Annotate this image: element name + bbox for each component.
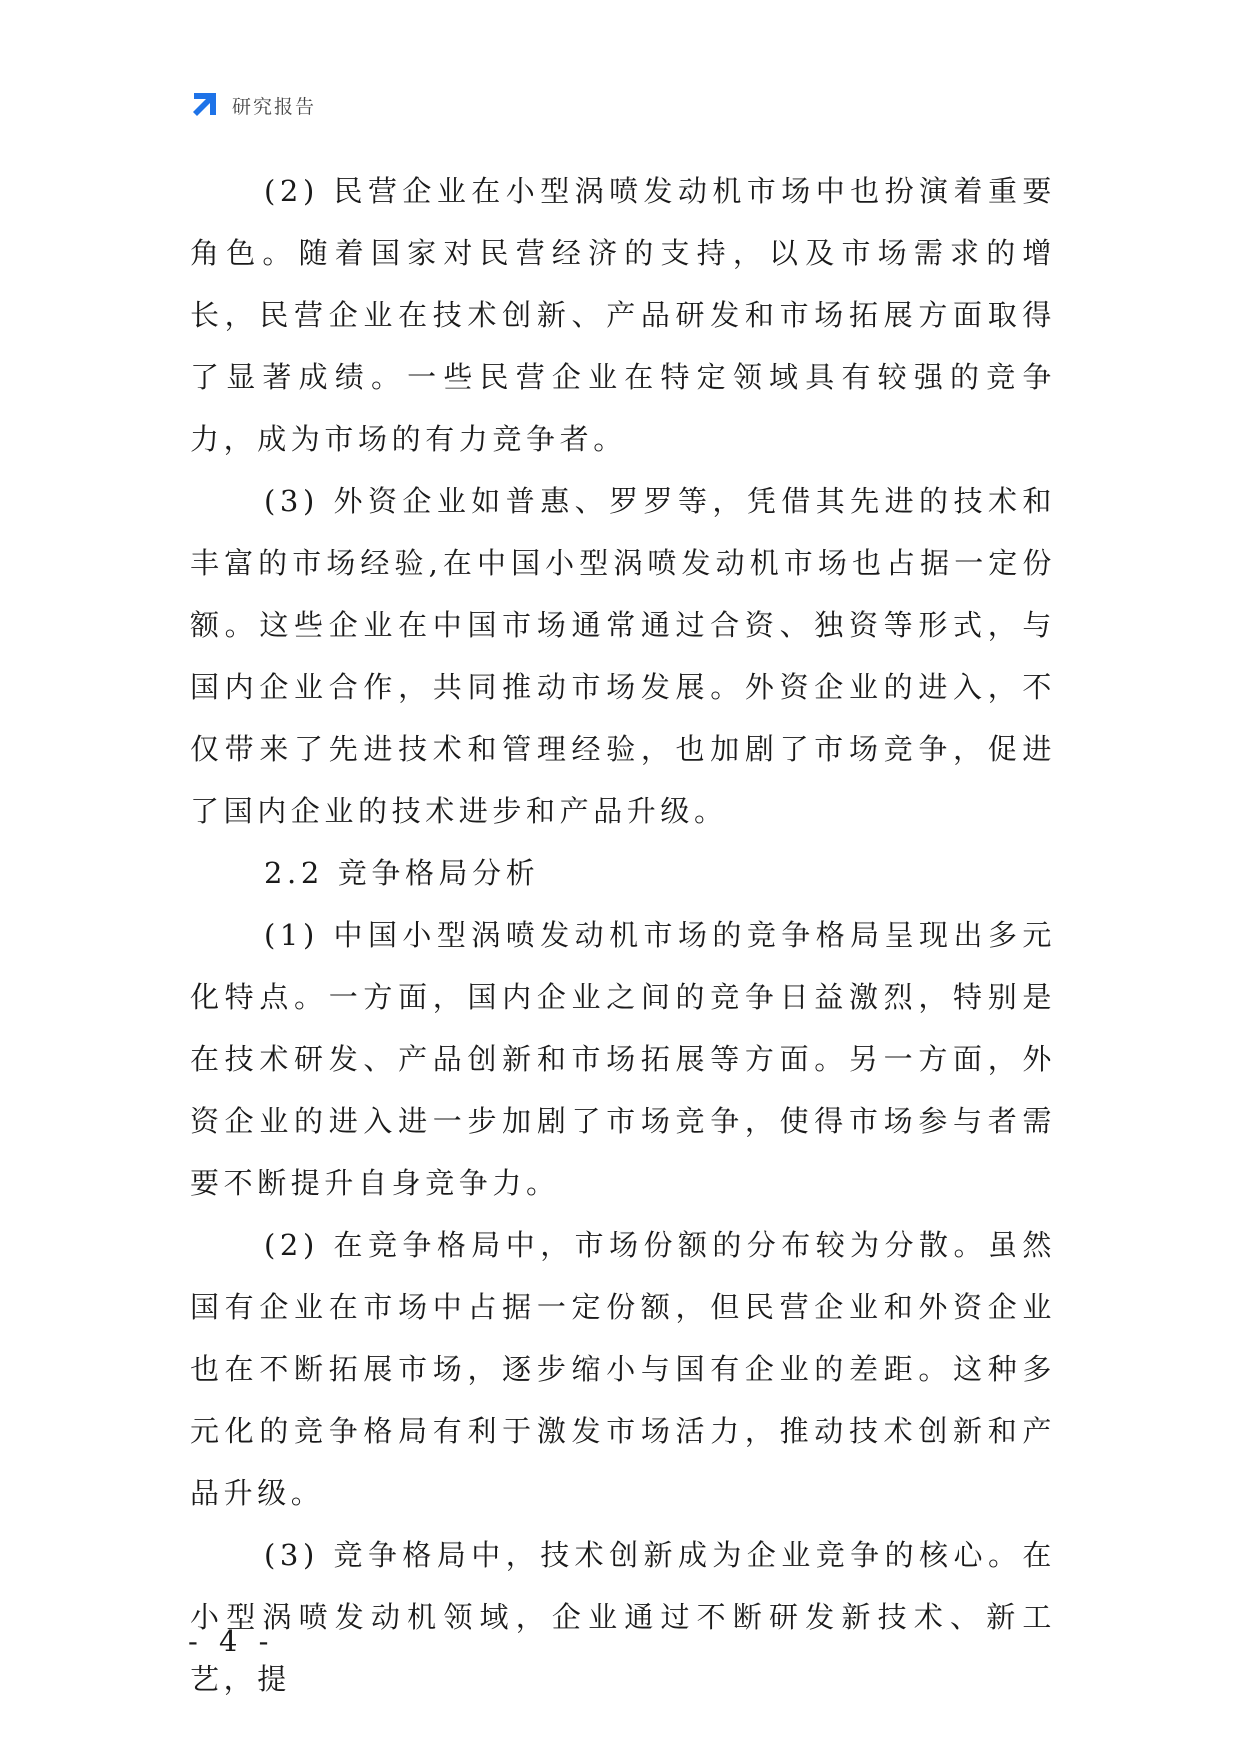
document-header	[188, 88, 316, 122]
section-heading: 2.2 竞争格局分析	[264, 856, 540, 890]
paragraph: (3) 外资企业如普惠、罗罗等，凭借其先进的技术和丰富的市场经验,在中国小型涡喷发动机市场也占据一定份额。这些企业在中国市场通常通过合资、独资等形式，与国内企业合作，共同推动市场发展。外资企业的进入，不仅带来了先进技术和管理经验，也加剧了市场竞争，促进了国内企业的技术进步和产品升级。	[190, 484, 1056, 828]
paragraph: (2) 在竞争格局中，市场份额的分布较为分散。虽然国有企业在市场中占据一定份额，但民营企业和外资企业也在不断拓展市场，逐步缩小与国有企业的差距。这种多元化的竞争格局有利于激发市场活力，推动技术创新和产品升级。	[190, 1228, 1056, 1510]
paragraph: (2) 民营企业在小型涡喷发动机市场中也扮演着重要角色。随着国家对民营经济的支持，以及市场需求的增长，民营企业在技术创新、产品研发和市场拓展方面取得了显著成绩。一些民营企业在特定领域具有较强的竞争力，成为市场的有力竞争者。	[190, 174, 1056, 456]
document-body	[190, 160, 1056, 1710]
header-title: 研究报告	[232, 95, 317, 118]
paragraph: (3) 竞争格局中，技术创新成为企业竞争的核心。在小型涡喷发动机领域，企业通过不断研发新技术、新工艺，提	[190, 1538, 1056, 1696]
paragraph: (1) 中国小型涡喷发动机市场的竞争格局呈现出多元化特点。一方面，国内企业之间的竞争日益激烈，特别是在技术研发、产品创新和市场拓展等方面。另一方面，外资企业的进入进一步加剧了市场竞争，使得市场参与者需要不断提升自身竞争力。	[190, 918, 1056, 1200]
arrow-up-right-icon	[188, 89, 220, 121]
page-number: - 4 -	[188, 1624, 275, 1658]
